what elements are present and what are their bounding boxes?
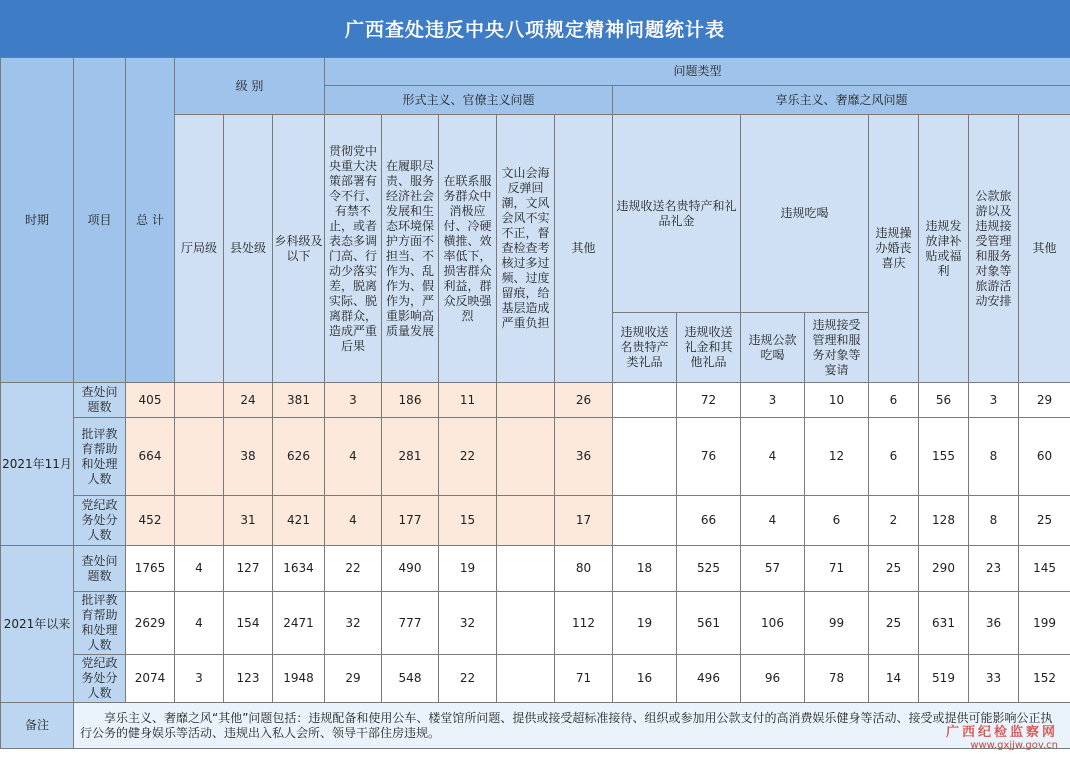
table-row (1, 496, 1070, 546)
value-cell (175, 418, 224, 496)
value-cell: 16 (613, 655, 677, 703)
value-cell: 281 (382, 418, 439, 496)
value-cell (497, 546, 555, 592)
table-row (1, 383, 1070, 418)
note-label: 备注 (1, 703, 74, 749)
header-total: 总 计 (126, 58, 175, 383)
value-cell: 76 (677, 418, 741, 496)
header-formalism-f3: 在联系服务群众中消极应付、冷硬横推、效率低下，损害群众利益，群众反映强烈 (439, 115, 497, 383)
value-cell: 4 (175, 546, 224, 592)
value-cell: 96 (741, 655, 805, 703)
value-cell: 32 (325, 592, 382, 655)
header-formalism-f2: 在履职尽责、服务经济社会发展和生态环境保护方面不担当、不作为、乱作为、假作为，严重影响高质量发展 (382, 115, 439, 383)
value-cell: 3 (741, 383, 805, 418)
value-cell: 123 (224, 655, 273, 703)
value-cell: 626 (273, 418, 325, 496)
value-cell: 38 (224, 418, 273, 496)
value-cell: 18 (613, 546, 677, 592)
value-cell: 72 (677, 383, 741, 418)
value-cell: 31 (224, 496, 273, 546)
value-cell (497, 655, 555, 703)
header-eat-b: 违规接受管理和服务对象等宴请 (805, 313, 869, 383)
value-cell: 15 (439, 496, 497, 546)
value-cell: 496 (677, 655, 741, 703)
header-formalism-f1: 贯彻党中央重大决策部署有令不行、有禁不止，或者表态多调门高、行动少落实差，脱离实际、脱离群众，造成严重后果 (325, 115, 382, 383)
value-cell: 33 (969, 655, 1019, 703)
value-cell: 80 (555, 546, 613, 592)
header-hedonism: 享乐主义、奢靡之风问题 (613, 86, 1070, 115)
header-level-group: 级 别 (175, 58, 325, 115)
item-cell: 批评教育帮助和处理人数 (74, 592, 126, 655)
value-cell (497, 592, 555, 655)
value-cell: 155 (919, 418, 969, 496)
value-cell (613, 383, 677, 418)
value-cell: 4 (325, 496, 382, 546)
value-cell: 4 (325, 418, 382, 496)
value-cell: 6 (805, 496, 869, 546)
value-cell: 145 (1019, 546, 1070, 592)
value-cell: 19 (439, 546, 497, 592)
value-cell: 25 (869, 546, 919, 592)
header-formalism-f4: 文山会海反弹回潮，文风会风不实不正，督查检查考核过多过频、过度留痕，给基层造成严重负担 (497, 115, 555, 383)
header-gift-a: 违规收送名贵特产类礼品 (613, 313, 677, 383)
value-cell: 3 (175, 655, 224, 703)
value-cell: 22 (325, 546, 382, 592)
value-cell: 99 (805, 592, 869, 655)
header-hedonism-subsidy: 违规发放津补贴或福利 (919, 115, 969, 383)
value-cell: 29 (1019, 383, 1070, 418)
value-cell: 490 (382, 546, 439, 592)
item-cell: 批评教育帮助和处理人数 (74, 418, 126, 496)
value-cell: 14 (869, 655, 919, 703)
value-cell: 26 (555, 383, 613, 418)
total-value-cell: 2629 (126, 592, 175, 655)
value-cell: 519 (919, 655, 969, 703)
value-cell: 1634 (273, 546, 325, 592)
header-level-ting: 厅局级 (175, 115, 224, 383)
value-cell: 8 (969, 418, 1019, 496)
value-cell: 112 (555, 592, 613, 655)
value-cell: 177 (382, 496, 439, 546)
value-cell: 29 (325, 655, 382, 703)
value-cell: 6 (869, 418, 919, 496)
statistics-table (0, 57, 1070, 749)
value-cell: 25 (869, 592, 919, 655)
value-cell: 12 (805, 418, 869, 496)
value-cell: 10 (805, 383, 869, 418)
item-cell: 查处问题数 (74, 383, 126, 418)
value-cell: 548 (382, 655, 439, 703)
value-cell (175, 383, 224, 418)
value-cell: 8 (969, 496, 1019, 546)
value-cell: 4 (741, 496, 805, 546)
header-item: 项目 (74, 58, 126, 383)
value-cell: 2 (869, 496, 919, 546)
value-cell (497, 496, 555, 546)
value-cell: 57 (741, 546, 805, 592)
period-cell: 2021年以来 (1, 546, 74, 703)
value-cell: 154 (224, 592, 273, 655)
watermark-text: 广西纪检监察网 (945, 725, 1058, 740)
table-row (1, 546, 1070, 592)
header-hedonism-other: 其他 (1019, 115, 1070, 383)
total-value-cell: 1765 (126, 546, 175, 592)
value-cell: 4 (175, 592, 224, 655)
table-row (1, 592, 1070, 655)
value-cell (613, 418, 677, 496)
note-text: 享乐主义、奢靡之风“其他”问题包括：违规配备和使用公车、楼堂馆所问题、提供或接受超标准接待、组织或参加用公款支付的高消费娱乐健身等活动、接受或提供可能影响公正执行公务的健身娱乐等活动、违规出入私人会所、领导干部住房违规。 (74, 703, 1070, 749)
header-hedonism-gift: 违规收送名贵特产和礼品礼金 (613, 115, 741, 313)
value-cell: 2471 (273, 592, 325, 655)
period-cell: 2021年11月 (1, 383, 74, 546)
value-cell: 23 (969, 546, 1019, 592)
table-row (1, 655, 1070, 703)
value-cell (175, 496, 224, 546)
total-value-cell: 405 (126, 383, 175, 418)
value-cell: 6 (869, 383, 919, 418)
value-cell: 4 (741, 418, 805, 496)
header-hedonism-eat: 违规吃喝 (741, 115, 869, 313)
header-eat-a: 违规公款吃喝 (741, 313, 805, 383)
total-value-cell: 664 (126, 418, 175, 496)
header-level-xiang: 乡科级及以下 (273, 115, 325, 383)
header-gift-b: 违规收送礼金和其他礼品 (677, 313, 741, 383)
value-cell (497, 418, 555, 496)
item-cell: 党纪政务处分人数 (74, 655, 126, 703)
item-cell: 查处问题数 (74, 546, 126, 592)
header-level-xian: 县处级 (224, 115, 273, 383)
value-cell: 381 (273, 383, 325, 418)
value-cell: 19 (613, 592, 677, 655)
value-cell: 199 (1019, 592, 1070, 655)
item-cell: 党纪政务处分人数 (74, 496, 126, 546)
value-cell: 3 (969, 383, 1019, 418)
value-cell: 421 (273, 496, 325, 546)
value-cell: 186 (382, 383, 439, 418)
value-cell: 3 (325, 383, 382, 418)
value-cell: 71 (555, 655, 613, 703)
value-cell: 128 (919, 496, 969, 546)
value-cell: 36 (555, 418, 613, 496)
value-cell: 525 (677, 546, 741, 592)
value-cell: 127 (224, 546, 273, 592)
value-cell: 22 (439, 655, 497, 703)
value-cell: 631 (919, 592, 969, 655)
value-cell: 11 (439, 383, 497, 418)
value-cell: 78 (805, 655, 869, 703)
table-row (1, 418, 1070, 496)
value-cell: 36 (969, 592, 1019, 655)
watermark-url: www.gxjjw.gov.cn (970, 740, 1058, 751)
value-cell: 56 (919, 383, 969, 418)
value-cell: 60 (1019, 418, 1070, 496)
value-cell: 290 (919, 546, 969, 592)
value-cell: 22 (439, 418, 497, 496)
header-problem-type: 问题类型 (325, 58, 1070, 86)
value-cell: 71 (805, 546, 869, 592)
header-hedonism-travel: 公款旅游以及违规接受管理和服务对象等旅游活动安排 (969, 115, 1019, 383)
value-cell: 32 (439, 592, 497, 655)
value-cell: 66 (677, 496, 741, 546)
total-value-cell: 452 (126, 496, 175, 546)
note-row (1, 703, 1070, 749)
value-cell: 152 (1019, 655, 1070, 703)
value-cell: 24 (224, 383, 273, 418)
page-title: 广西查处违反中央八项规定精神问题统计表 (0, 0, 1070, 57)
value-cell: 777 (382, 592, 439, 655)
total-value-cell: 2074 (126, 655, 175, 703)
value-cell (613, 496, 677, 546)
value-cell: 25 (1019, 496, 1070, 546)
header-formalism: 形式主义、官僚主义问题 (325, 86, 613, 115)
header-hedonism-wedding: 违规操办婚丧喜庆 (869, 115, 919, 383)
value-cell: 106 (741, 592, 805, 655)
header-formalism-other: 其他 (555, 115, 613, 383)
value-cell: 1948 (273, 655, 325, 703)
header-period: 时期 (1, 58, 74, 383)
value-cell: 17 (555, 496, 613, 546)
value-cell (497, 383, 555, 418)
value-cell: 561 (677, 592, 741, 655)
